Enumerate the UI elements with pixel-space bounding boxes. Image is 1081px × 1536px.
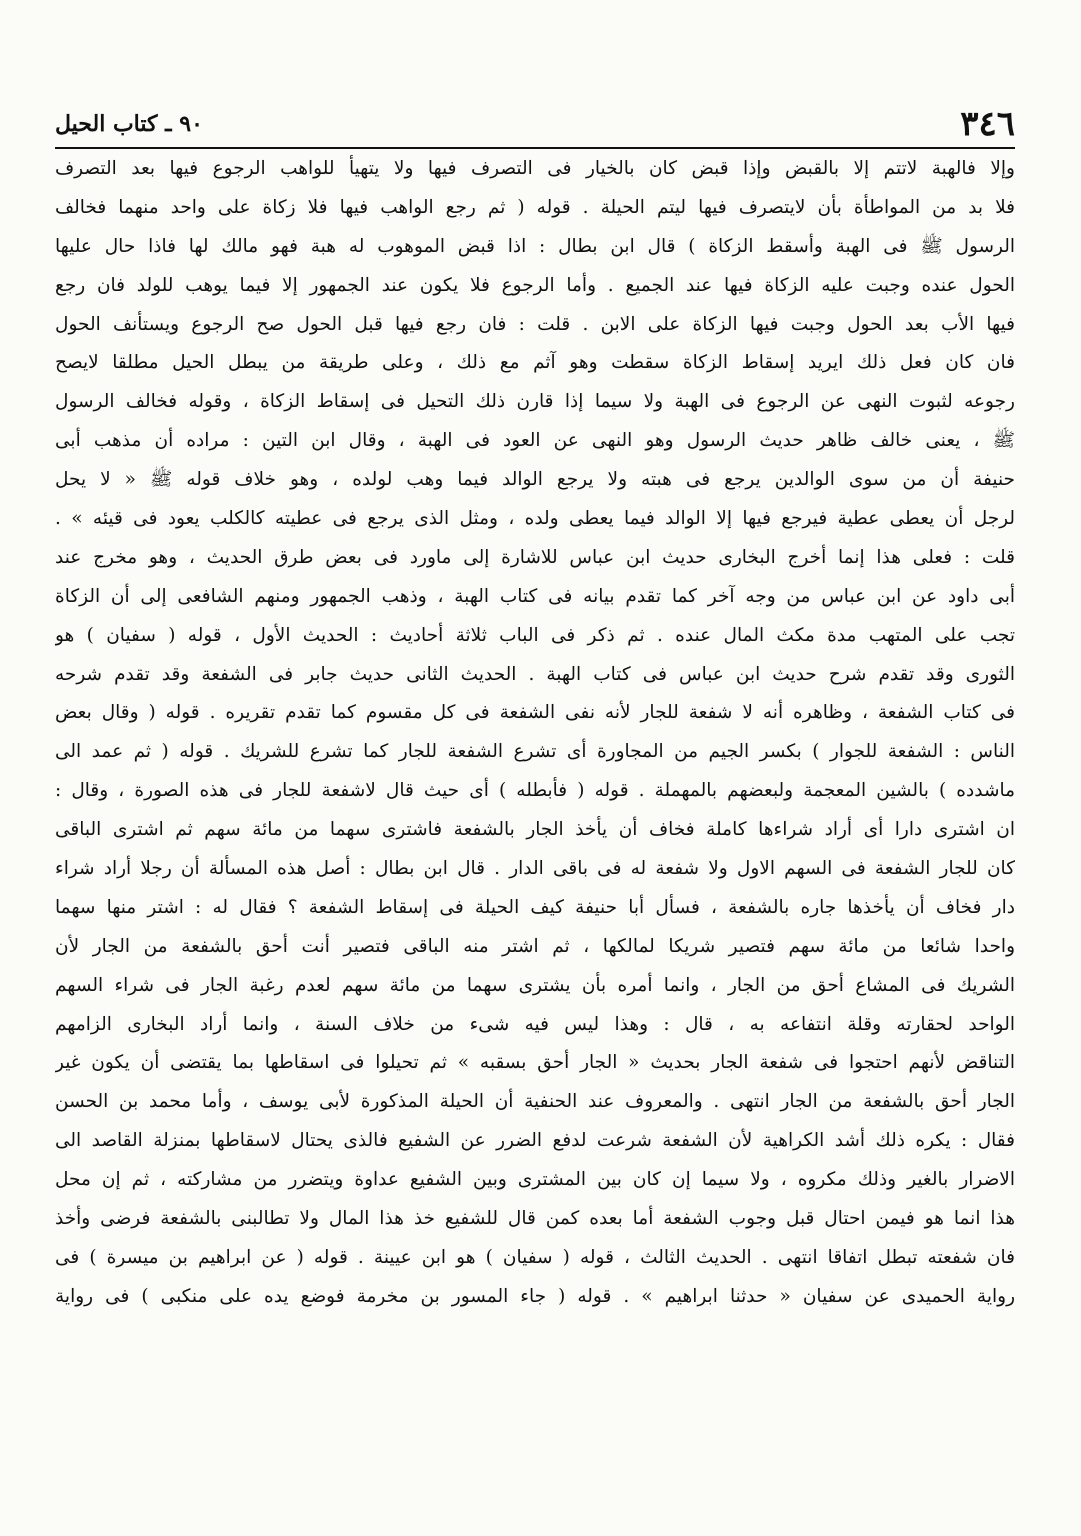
text-line: واحدا شائعا من مائة سهم فتصير شريكا لمالكها ، ثم اشتر منه الباقى فتصير أنت أحق بالشفعة من الجار لأن [55, 935, 1015, 957]
text-line: الاضرار بالغير وذلك مكروه ، ولا سيما إن كان بين المشترى وبين الشفيع عداوة ويتضرر من مشاركته ، ثم إن محل [55, 1169, 1015, 1191]
text-line: الحول عنده وجبت عليه الزكاة فيها عند الجميع . وأما الرجوع فلا يكون عند الجمهور إلا فيما يوهب للولد فان رجع [55, 274, 1015, 296]
text-line: التناقض لأنهم احتجوا فى شفعة الجار بحديث « الجار أحق بسقبه » ثم تحيلوا فى اسقاطها بما يقتضى أن يكون غير [55, 1052, 1015, 1074]
text-line: لرجل أن يعطى عطية فيرجع فيها إلا الوالد فيما يعطى ولده ، ومثل الذى يرجع فى عطيته كالكلب يعود فى قيئه » . [55, 508, 1015, 530]
page-number: ٣٤٦ [960, 104, 1015, 144]
text-line: أبى داود عن ابن عباس من وجه آخر كما تقدم بيانه فى كتاب الهبة ، وذهب الجمهور ومنهم الشافعى إلى أن الزكاة [55, 585, 1015, 607]
text-line: ان اشترى دارا أى أراد شراءها كاملة فخاف أن يأخذ الجار بالشفعة فاشترى سهما من مائة سهم ثم اشترى الباقى [55, 819, 1015, 841]
book-title: ٩٠ ـ كتاب الحيل [55, 111, 203, 137]
text-line: الثورى وقد تقدم شرح حديث ابن عباس فى كتاب الهبة . الحديث الثانى حديث جابر فى الشفعة وقد تقدم شرحه [55, 663, 1015, 685]
text-line: هذا انما هو فيمن احتال قبل وجوب الشفعة أما بعده كمن قال للشفيع خذ هذا المال ولا تطالبنى بالشفعة فرضى وأخذ [55, 1208, 1015, 1230]
text-line: فقال : يكره ذلك أشد الكراهية لأن الشفعة شرعت لدفع الضرر عن الشفيع فالذى يحتال لاسقاطها بمنزلة القاصد الى [55, 1130, 1015, 1152]
text-line: ماشدده ) بالشين المعجمة ولبعضهم بالمهملة . قوله ( فأبطله ) أى حيث قال لاشفعة للجار فى هذه الصورة ، وقال : [55, 780, 1015, 802]
text-line: فلا بد من المواطأة بأن لايتصرف فيها ليتم الحيلة . قوله ( ثم رجع الواهب فيها فلا زكاة على واحد منهما فخالف [55, 196, 1015, 218]
text-line: الشريك فى المشاع أحق من الجار ، وانما أمره بأن يشترى سهما من مائة سهم لعدم رغبة الجار فى شراء السهم [55, 974, 1015, 996]
text-line: فيها الأب بعد الحول وجبت فيها الزكاة على الابن . قلت : فان رجع فيها قبل الحول صح الرجوع ويستأنف الحول [55, 313, 1015, 335]
text-line: ﷺ ، يعنى خالف ظاهر حديث الرسول وهو النهى عن العود فى الهبة ، وقال ابن التين : مراده أن مذهب أبى [55, 430, 1015, 452]
text-line: رواية الحميدى عن سفيان « حدثنا ابراهيم » . قوله ( جاء المسور بن مخرمة فوضع يده على منكبى ) فى رواية [55, 1285, 1015, 1307]
page-body [55, 150, 1015, 1317]
text-line: دار فخاف أن يأخذها جاره بالشفعة ، فسأل أبا حنيفة كيف الحيلة فى إسقاط الشفعة ؟ فقال له : اشتر منها سهما [55, 896, 1015, 918]
text-line: فى كتاب الشفعة ، وظاهره أنه لا شفعة للجار لأنه نفى الشفعة فى كل مقسوم كما تقدم تقريره . قوله ( وقال بعض [55, 702, 1015, 724]
text-line: الجار أحق بالشفعة من الجار انتهى . والمعروف عند الحنفية أن الحيلة المذكورة لأبى يوسف ، وأما محمد بن الحسن [55, 1091, 1015, 1113]
text-line: فان كان فعل ذلك ايريد إسقاط الزكاة سقطت وهو آثم مع ذلك ، وعلى طريقة من يبطل الحيل مطلقا لايصح [55, 352, 1015, 374]
text-line: وإلا فالهبة لاتتم إلا بالقبض وإذا قبض كان بالخيار فى التصرف فيها ولا يتهيأ للواهب الرجوع فيها بعد التصرف [55, 158, 1015, 179]
header-rule [55, 147, 1015, 149]
text-line: تجب على المتهب مدة مكث المال عنده . ثم ذكر فى الباب ثلاثة أحاديث : الحديث الأول ، قوله ( سفيان ) هو [55, 624, 1015, 646]
text-line: الرسول ﷺ فى الهبة وأسقط الزكاة ) قال ابن بطال : اذا قبض الموهوب له هبة فهو مالك لها فاذا حال عليها [55, 235, 1015, 257]
text-line: الواحد لحقارته وقلة انتفاعه به ، قال : وهذا ليس فيه شىء من خلاف السنة ، وانما أراد البخارى الزامهم [55, 1013, 1015, 1035]
text-line: الناس : الشفعة للجوار ) بكسر الجيم من المجاورة أى تشرع الشفعة للجار كما تشرع للشريك . قوله ( ثم عمد الى [55, 741, 1015, 763]
text-line: رجوعه لثبوت النهى عن الرجوع فى الهبة ولا سيما إذا قارن ذلك التحيل فى إسقاط الزكاة ، وقوله فخالف الرسول [55, 391, 1015, 413]
text-line: قلت : فعلى هذا إنما أخرج البخارى حديث ابن عباس للاشارة إلى ماورد فى بعض طرق الحديث ، وهو مخرج عند [55, 546, 1015, 568]
text-line: فان شفعته تبطل اتفاقا انتهى . الحديث الثالث ، قوله ( سفيان ) هو ابن عيينة . قوله ( عن ابراهيم بن ميسرة ) فى [55, 1246, 1015, 1268]
page-header [55, 102, 1015, 146]
text-line: كان للجار الشفعة فى السهم الاول ولا شفعة له فى باقى الدار . قال ابن بطال : أصل هذه المسألة أن رجلا أراد شراء [55, 858, 1015, 880]
text-line: حنيفة أن من سوى الوالدين يرجع فى هبته ولا يرجع الوالد فيما وهب لولده ، وهو خلاف قوله ﷺ « لا يحل [55, 469, 1015, 491]
